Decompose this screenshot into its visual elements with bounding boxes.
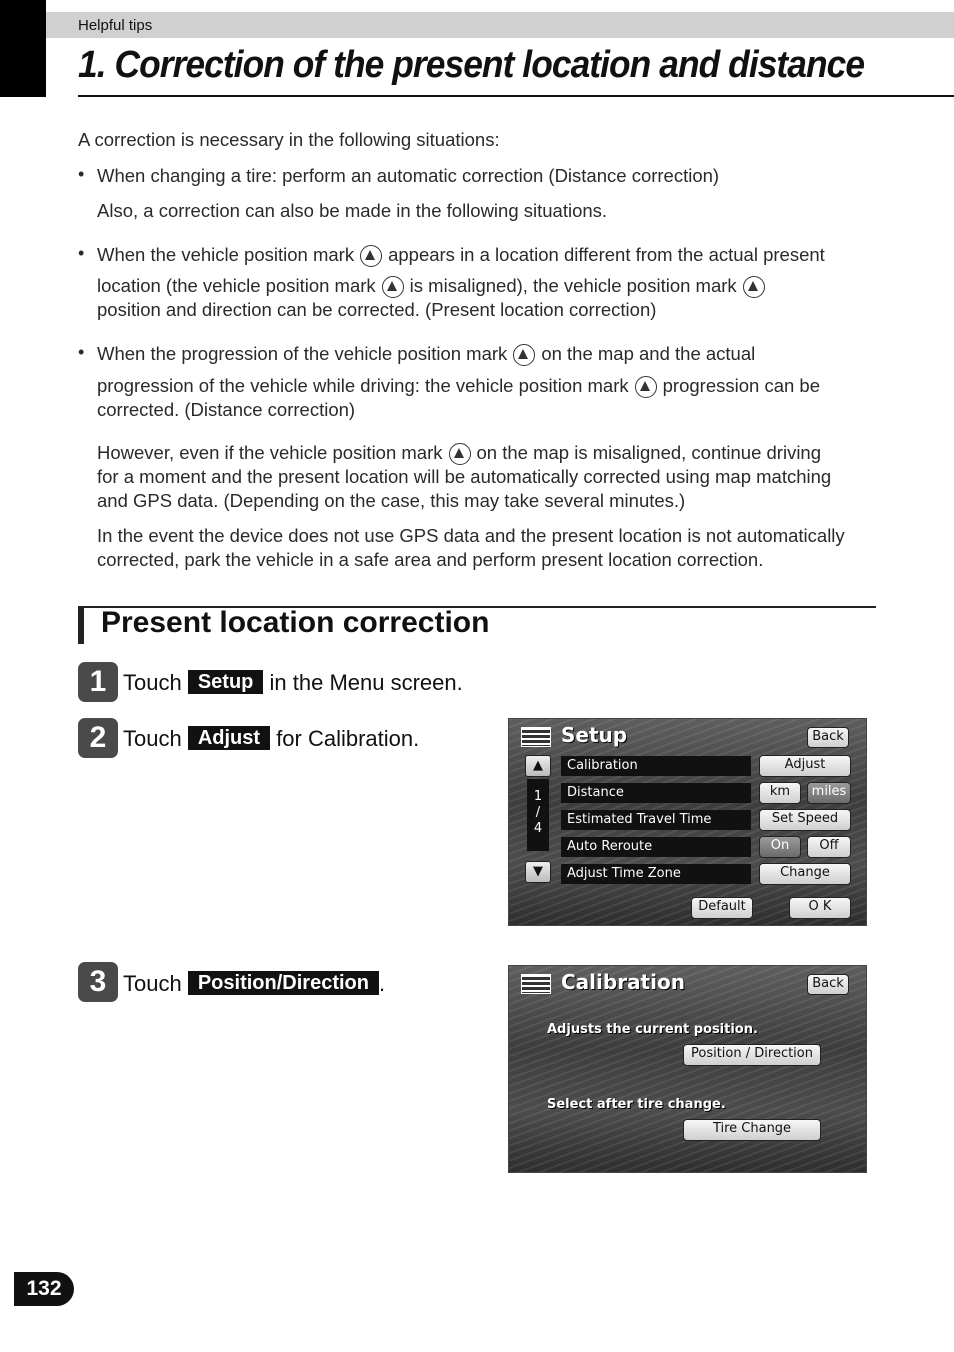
page-title: 1. Correction of the present location and distance <box>78 44 865 86</box>
section-title: Present location correction <box>101 606 490 639</box>
vehicle-position-mark-icon <box>743 276 765 298</box>
ok-button[interactable]: O K <box>789 897 851 919</box>
default-button[interactable]: Default <box>691 897 753 919</box>
section-label: Helpful tips <box>78 17 153 34</box>
para2-line1: In the event the device does not use GPS data and the present location is not automatically <box>97 525 845 546</box>
bullet1-note: Also, a correction can also be made in the following situations. <box>97 200 608 221</box>
vehicle-position-mark-icon <box>635 376 657 398</box>
tire-change-text: Select after tire change. <box>547 1097 726 1112</box>
para1-line1b: on the map is misaligned, continue driving <box>476 442 822 463</box>
page-separator: / <box>535 805 541 820</box>
adjust-position-text: Adjusts the current position. <box>547 1022 758 1037</box>
title-divider <box>78 95 954 97</box>
step-1-text <box>123 670 463 696</box>
step-2-text <box>123 726 419 752</box>
menu-list-icon <box>521 727 551 747</box>
bullet-dot: • <box>78 243 85 263</box>
calibration-screen <box>508 965 867 1173</box>
bullet3-line2 <box>97 374 820 398</box>
bullet2-line2b: is misaligned), the vehicle position mark <box>409 275 737 296</box>
bullet3-line2a: progression of the vehicle while driving: the vehicle position mark <box>97 375 629 396</box>
set-speed-button[interactable]: Set Speed <box>759 809 851 831</box>
auto-reroute-label: Auto Reroute <box>561 837 751 857</box>
bullet1-text: When changing a tire: perform an automatic correction (Distance correction) <box>97 165 720 186</box>
km-button[interactable]: km <box>759 782 801 804</box>
step-verb: Touch <box>123 971 182 996</box>
screen-title: Setup <box>561 723 628 747</box>
scroll-down-icon[interactable]: ▼ <box>525 861 551 883</box>
step-verb: Touch <box>123 670 182 695</box>
page-total: 4 <box>533 821 543 836</box>
step-verb: Touch <box>123 726 182 751</box>
scroll-up-icon[interactable]: ▲ <box>525 755 551 777</box>
bullet2-line1 <box>97 243 825 267</box>
distance-label: Distance <box>561 783 751 803</box>
back-button[interactable]: Back <box>807 727 849 748</box>
change-button[interactable]: Change <box>759 863 851 885</box>
screen-title: Calibration <box>561 970 685 994</box>
on-button[interactable]: On <box>759 836 801 858</box>
setup-key-label: Setup <box>188 670 264 694</box>
bullet2-line2 <box>97 274 771 298</box>
adjust-button[interactable]: Adjust <box>759 755 851 777</box>
menu-list-icon <box>521 974 551 994</box>
chapter-tab <box>0 0 46 97</box>
back-button[interactable]: Back <box>807 974 849 995</box>
vehicle-position-mark-icon <box>513 344 535 366</box>
step-number: 2 <box>78 718 118 758</box>
adjust-key-label: Adjust <box>188 726 270 750</box>
step-number: 3 <box>78 962 118 1002</box>
bullet3-line1a: When the progression of the vehicle position mark <box>97 343 508 364</box>
step-number: 1 <box>78 662 118 702</box>
para1-line1 <box>97 441 821 465</box>
section-marker <box>78 606 84 644</box>
step-suffix: . <box>378 971 386 996</box>
position-direction-key-label: Position/Direction <box>188 971 379 995</box>
setup-screen <box>508 718 867 926</box>
bullet3-line1 <box>97 342 755 366</box>
page-number: 132 <box>14 1272 74 1306</box>
step-suffix: for Calibration. <box>276 726 420 751</box>
off-button[interactable]: Off <box>807 836 851 858</box>
bullet2-line1a: When the vehicle position mark <box>97 244 355 265</box>
bullet2-line1b: appears in a location different from the actual present <box>388 244 825 265</box>
miles-button[interactable]: miles <box>807 782 851 804</box>
para1-line1a: However, even if the vehicle position mark <box>97 442 443 463</box>
estimated-travel-time-label: Estimated Travel Time <box>561 810 751 830</box>
bullet-dot: • <box>78 342 85 362</box>
para1-line3: and GPS data. (Depending on the case, this may take several minutes.) <box>97 490 686 511</box>
page-current: 1 <box>533 789 543 804</box>
bullet3-line1b: on the map and the actual <box>541 343 756 364</box>
para2-line2: corrected, park the vehicle in a safe area and perform present location correction. <box>97 549 764 570</box>
page-indicator <box>527 779 549 851</box>
vehicle-position-mark-icon <box>360 245 382 267</box>
adjust-time-zone-label: Adjust Time Zone <box>561 864 751 884</box>
para1-line2: for a moment and the present location will be automatically corrected using map matching <box>97 466 832 487</box>
header-band <box>46 12 954 38</box>
bullet2-line2a: location (the vehicle position mark <box>97 275 376 296</box>
step-suffix: in the Menu screen. <box>269 670 463 695</box>
vehicle-position-mark-icon <box>382 276 404 298</box>
bullet-dot: • <box>78 164 85 184</box>
step-3-text <box>123 971 385 997</box>
intro-text: A correction is necessary in the following situations: <box>78 129 500 150</box>
calibration-label: Calibration <box>561 756 751 776</box>
position-direction-button[interactable]: Position / Direction <box>683 1044 821 1066</box>
vehicle-position-mark-icon <box>449 443 471 465</box>
bullet2-line3: position and direction can be corrected. (Present location correction) <box>97 299 657 320</box>
tire-change-button[interactable]: Tire Change <box>683 1119 821 1141</box>
bullet3-line2b: progression can be <box>662 375 820 396</box>
bullet3-line3: corrected. (Distance correction) <box>97 399 356 420</box>
